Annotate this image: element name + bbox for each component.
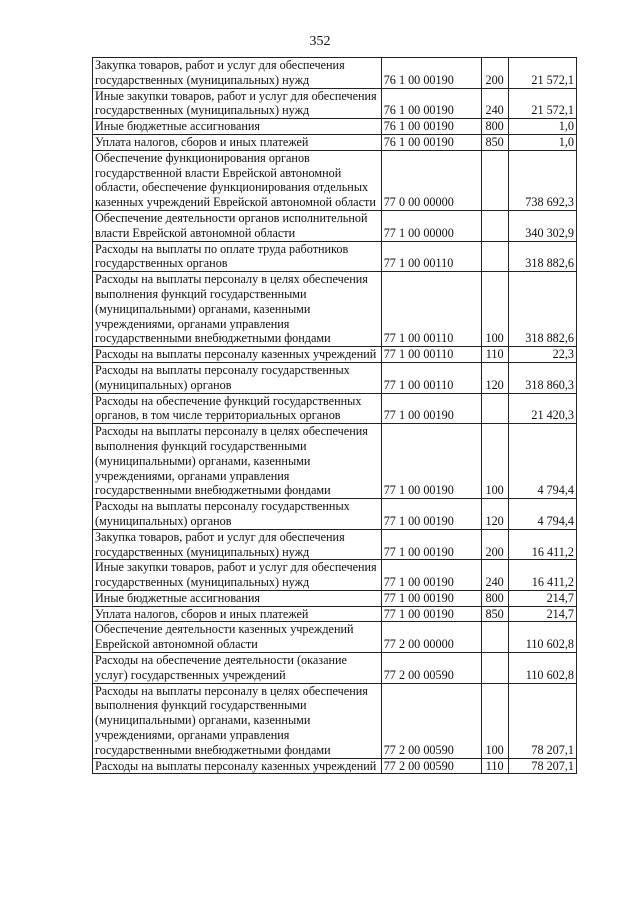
table-row [93, 58, 577, 89]
table-row [93, 210, 577, 241]
target-article-cell: 76 1 00 00190 [381, 119, 481, 135]
expense-name-cell: Обеспечение деятельности органов исполнительной власти Еврейской автономной области [93, 210, 382, 241]
target-article-cell: 77 1 00 00110 [381, 272, 481, 347]
table-row [93, 499, 577, 530]
expense-type-cell [481, 150, 508, 210]
amount-cell: 16 411,2 [508, 560, 576, 591]
table-row [93, 241, 577, 272]
expense-type-cell [481, 393, 508, 424]
amount-cell: 214,7 [508, 590, 576, 606]
expense-name-cell: Расходы на выплаты персоналу казенных учреждений [93, 347, 382, 363]
expense-type-cell: 100 [481, 683, 508, 758]
expense-type-cell [481, 210, 508, 241]
expense-type-cell: 850 [481, 606, 508, 622]
amount-cell: 214,7 [508, 606, 576, 622]
expense-name-cell: Расходы на обеспечение деятельности (оказание услуг) государственных учреждений [93, 653, 382, 684]
amount-cell: 22,3 [508, 347, 576, 363]
expense-name-cell: Уплата налогов, сборов и иных платежей [93, 606, 382, 622]
table-row [93, 424, 577, 499]
target-article-cell: 77 1 00 00190 [381, 424, 481, 499]
table-row [93, 393, 577, 424]
budget-table-body [93, 58, 577, 774]
table-row [93, 606, 577, 622]
amount-cell: 318 882,6 [508, 272, 576, 347]
expense-name-cell: Закупка товаров, работ и услуг для обеспечения государственных (муниципальных) нужд [93, 529, 382, 560]
amount-cell: 318 882,6 [508, 241, 576, 272]
target-article-cell: 77 0 00 00000 [381, 150, 481, 210]
amount-cell: 21 572,1 [508, 58, 576, 89]
table-row [93, 150, 577, 210]
expense-type-cell: 110 [481, 347, 508, 363]
target-article-cell: 77 1 00 00190 [381, 499, 481, 530]
target-article-cell: 77 1 00 00110 [381, 362, 481, 393]
expense-type-cell [481, 622, 508, 653]
amount-cell: 738 692,3 [508, 150, 576, 210]
amount-cell: 21 572,1 [508, 88, 576, 119]
expense-type-cell: 800 [481, 119, 508, 135]
amount-cell: 16 411,2 [508, 529, 576, 560]
target-article-cell: 77 1 00 00190 [381, 393, 481, 424]
amount-cell: 4 794,4 [508, 424, 576, 499]
amount-cell: 340 302,9 [508, 210, 576, 241]
target-article-cell: 77 2 00 00000 [381, 622, 481, 653]
table-row [93, 88, 577, 119]
table-row [93, 272, 577, 347]
table-row [93, 622, 577, 653]
expense-type-cell: 240 [481, 88, 508, 119]
amount-cell: 110 602,8 [508, 622, 576, 653]
expense-name-cell: Иные закупки товаров, работ и услуг для обеспечения государственных (муниципальных) нужд [93, 88, 382, 119]
expense-name-cell: Обеспечение функционирования органов государственной власти Еврейской автономной области, обеспечение функционирования отдельных казенных учреждений Еврейской автономной области [93, 150, 382, 210]
table-row [93, 134, 577, 150]
expense-name-cell: Расходы на выплаты по оплате труда работников государственных органов [93, 241, 382, 272]
amount-cell: 1,0 [508, 134, 576, 150]
expense-name-cell: Расходы на выплаты персоналу государственных (муниципальных) органов [93, 499, 382, 530]
expense-name-cell: Расходы на выплаты персоналу в целях обеспечения выполнения функций государственными (муниципальными) органами, казенными учреждениями, органами управления государственными внебюджетными фондами [93, 683, 382, 758]
target-article-cell: 77 2 00 00590 [381, 653, 481, 684]
page-number: 352 [309, 34, 331, 49]
table-row [93, 529, 577, 560]
expense-type-cell: 850 [481, 134, 508, 150]
target-article-cell: 77 2 00 00590 [381, 758, 481, 774]
target-article-cell: 77 1 00 00110 [381, 241, 481, 272]
expense-type-cell: 110 [481, 758, 508, 774]
target-article-cell: 77 1 00 00190 [381, 529, 481, 560]
target-article-cell: 76 1 00 00190 [381, 88, 481, 119]
amount-cell: 78 207,1 [508, 683, 576, 758]
expense-name-cell: Иные бюджетные ассигнования [93, 119, 382, 135]
table-row [93, 590, 577, 606]
expense-type-cell: 100 [481, 424, 508, 499]
expense-name-cell: Расходы на обеспечение функций государственных органов, в том числе территориальных органов [93, 393, 382, 424]
expense-type-cell [481, 241, 508, 272]
table-row [93, 362, 577, 393]
expense-name-cell: Закупка товаров, работ и услуг для обеспечения государственных (муниципальных) нужд [93, 58, 382, 89]
amount-cell: 318 860,3 [508, 362, 576, 393]
expense-name-cell: Расходы на выплаты персоналу казенных учреждений [93, 758, 382, 774]
table-row [93, 347, 577, 363]
amount-cell: 110 602,8 [508, 653, 576, 684]
expense-type-cell: 100 [481, 272, 508, 347]
amount-cell: 78 207,1 [508, 758, 576, 774]
table-row [93, 119, 577, 135]
target-article-cell: 76 1 00 00190 [381, 58, 481, 89]
expense-type-cell: 240 [481, 560, 508, 591]
budget-table [92, 57, 577, 774]
expense-name-cell: Обеспечение деятельности казенных учреждений Еврейской автономной области [93, 622, 382, 653]
target-article-cell: 77 1 00 00110 [381, 347, 481, 363]
target-article-cell: 77 1 00 00190 [381, 560, 481, 591]
table-row [93, 560, 577, 591]
expense-name-cell: Иные бюджетные ассигнования [93, 590, 382, 606]
target-article-cell: 77 1 00 00000 [381, 210, 481, 241]
expense-name-cell: Иные закупки товаров, работ и услуг для обеспечения государственных (муниципальных) нужд [93, 560, 382, 591]
amount-cell: 1,0 [508, 119, 576, 135]
table-row [93, 683, 577, 758]
expense-name-cell: Расходы на выплаты персоналу в целях обеспечения выполнения функций государственными (муниципальными) органами, казенными учреждениями, органами управления государственными внебюджетными фондами [93, 272, 382, 347]
amount-cell: 21 420,3 [508, 393, 576, 424]
amount-cell: 4 794,4 [508, 499, 576, 530]
expense-name-cell: Уплата налогов, сборов и иных платежей [93, 134, 382, 150]
table-row [93, 653, 577, 684]
expense-type-cell: 120 [481, 362, 508, 393]
expense-type-cell [481, 653, 508, 684]
table-row [93, 758, 577, 774]
expense-type-cell: 200 [481, 58, 508, 89]
expense-type-cell: 200 [481, 529, 508, 560]
target-article-cell: 77 2 00 00590 [381, 683, 481, 758]
target-article-cell: 77 1 00 00190 [381, 590, 481, 606]
target-article-cell: 76 1 00 00190 [381, 134, 481, 150]
expense-type-cell: 800 [481, 590, 508, 606]
target-article-cell: 77 1 00 00190 [381, 606, 481, 622]
expense-name-cell: Расходы на выплаты персоналу государственных (муниципальных) органов [93, 362, 382, 393]
expense-name-cell: Расходы на выплаты персоналу в целях обеспечения выполнения функций государственными (муниципальными) органами, казенными учреждениями, органами управления государственными внебюджетными фондами [93, 424, 382, 499]
expense-type-cell: 120 [481, 499, 508, 530]
